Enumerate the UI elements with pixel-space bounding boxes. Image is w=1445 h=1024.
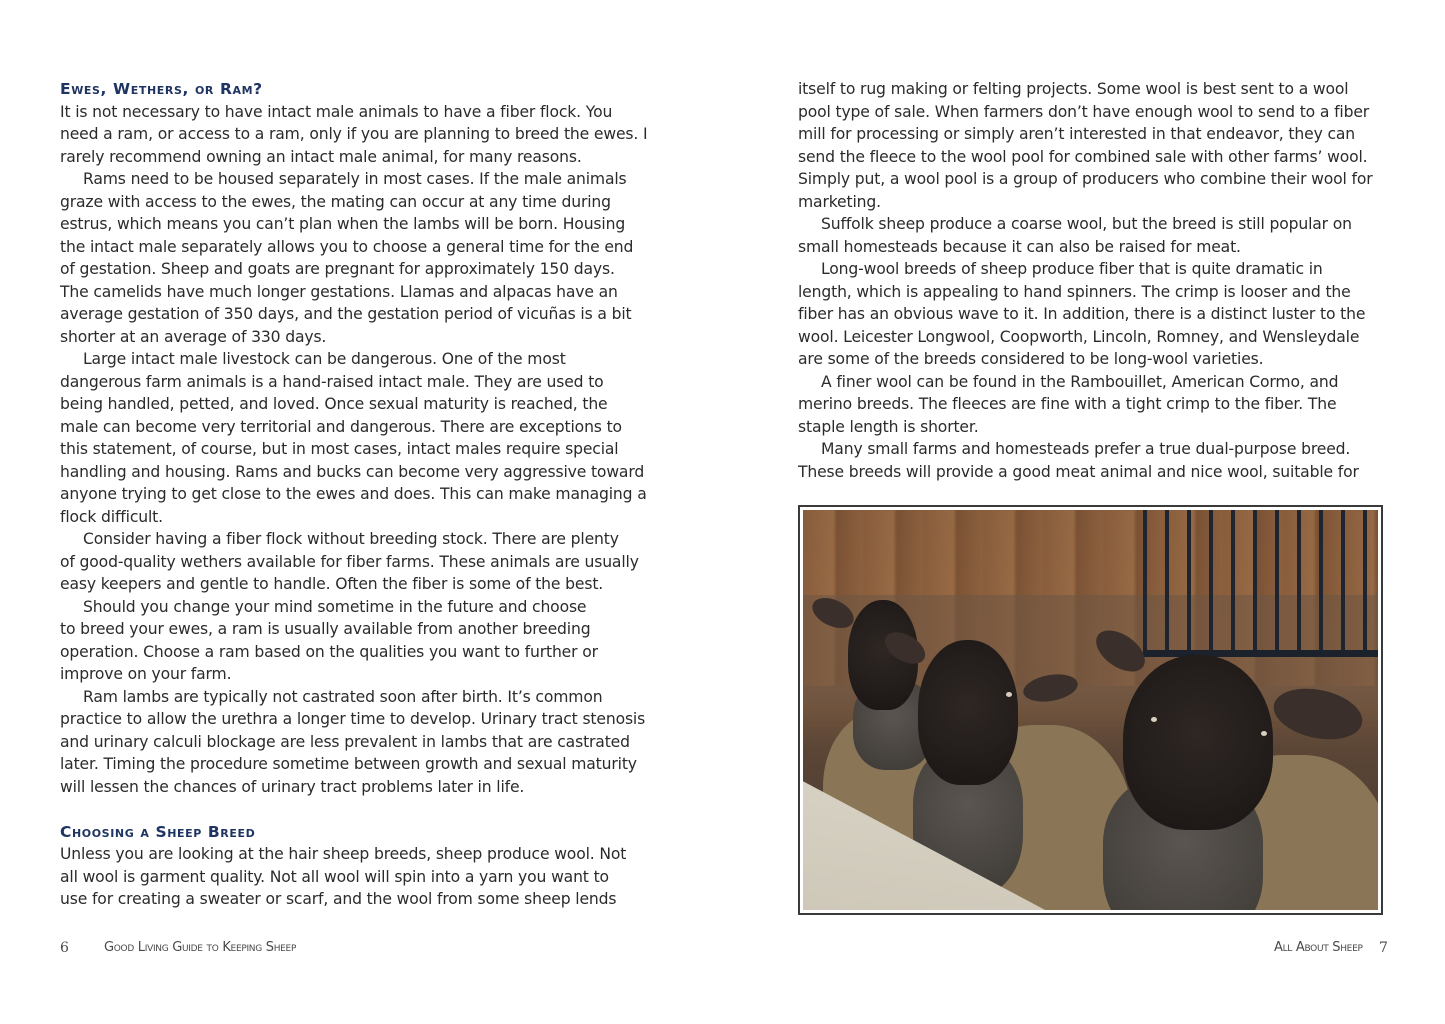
text-line: dangerous farm animals is a hand-raised intact male. They are used to: [60, 372, 604, 391]
stall-bars: [1143, 510, 1378, 657]
page-number-left: 6: [60, 940, 69, 956]
text-line: male can become very territorial and dangerous. There are exceptions to: [60, 417, 622, 436]
text-line: graze with access to the ewes, the mating can occur at any time during: [60, 192, 611, 211]
text-line: Ram lambs are typically not castrated soon after birth. It’s common: [83, 687, 603, 706]
text-line: Should you change your mind sometime in the future and choose: [83, 597, 587, 616]
text-line: handling and housing. Rams and bucks can become very aggressive toward: [60, 462, 645, 481]
text-line: Simply put, a wool pool is a group of producers who combine their wool for: [798, 170, 1373, 188]
running-head-left: Good Living Guide to Keeping Sheep: [104, 940, 297, 955]
text-line: estrus, which means you can’t plan when the lambs will be born. Housing: [60, 215, 626, 233]
text-line: later. Timing the procedure sometime between growth and sexual maturity: [60, 755, 637, 773]
text-line: send the fleece to the wool pool for combined sale with other farms’ wool.: [798, 147, 1368, 166]
text-line: A finer wool can be found in the Rambouillet, American Cormo, and: [821, 372, 1339, 391]
text-line: Long-wool breeds of sheep produce fiber that is quite dramatic in: [821, 260, 1323, 278]
text-line: shorter at an average of 330 days.: [60, 327, 327, 346]
text-line: will lessen the chances of urinary tract problems later in life.: [60, 777, 525, 796]
section-spacer: [60, 798, 660, 821]
text-line: staple length is shorter.: [798, 417, 979, 436]
text-line: flock difficult.: [60, 507, 163, 526]
text-line: The camelids have much longer gestations. Llamas and alpacas have an: [60, 282, 618, 301]
text-line: use for creating a sweater or scarf, and the wool from some sheep lends: [60, 890, 617, 908]
section-heading: Ewes, Wethers, or Ram?: [60, 80, 263, 98]
text-line: Suffolk sheep produce a coarse wool, but the breed is still popular on: [821, 215, 1352, 233]
text-line: Unless you are looking at the hair sheep breeds, sheep produce wool. Not: [60, 845, 627, 863]
text-line: practice to allow the urethra a longer time to develop. Urinary tract stenosis: [60, 710, 646, 728]
text-line: fiber has an obvious wave to it. In addition, there is a distinct luster to the: [798, 305, 1366, 323]
text-line: itself to rug making or felting projects. Some wool is best sent to a wool: [798, 80, 1349, 98]
text-line: are some of the breeds considered to be long-wool varieties.: [798, 350, 1264, 368]
sheep-photo: [803, 510, 1378, 910]
text-line: Many small farms and homesteads prefer a true dual-purpose breed.: [821, 440, 1351, 458]
text-line: all wool is garment quality. Not all wool will spin into a yarn you want to: [60, 867, 609, 886]
section-heading: Choosing a Sheep Breed: [60, 822, 256, 841]
text-line: Large intact male livestock can be dangerous. One of the most: [83, 350, 566, 368]
text-line: being handled, petted, and loved. Once sexual maturity is reached, the: [60, 395, 608, 413]
text-line: These breeds will provide a good meat animal and nice wool, suitable for: [798, 462, 1359, 481]
text-line: of good-quality wethers available for fiber farms. These animals are usually: [60, 552, 639, 571]
text-line: marketing.: [798, 192, 881, 211]
text-line: rarely recommend owning an intact male animal, for many reasons.: [60, 147, 582, 166]
text-line: improve on your farm.: [60, 665, 232, 683]
right-page: [722, 0, 1445, 1024]
text-line: length, which is appealing to hand spinners. The crimp is looser and the: [798, 282, 1351, 301]
text-line: and urinary calculi blockage are less prevalent in lambs that are castrated: [60, 732, 630, 751]
text-line: need a ram, or access to a ram, only if you are planning to breed the ewes. I: [60, 125, 648, 143]
text-line: wool. Leicester Longwool, Coopworth, Lincoln, Romney, and Wensleydale: [798, 327, 1360, 346]
sheep-photo-frame: [798, 505, 1383, 915]
left-text-column: [60, 78, 660, 911]
text-line: merino breeds. The fleeces are fine with a tight crimp to the fiber. The: [798, 395, 1337, 413]
text-line: the intact male separately allows you to choose a general time for the end: [60, 237, 634, 256]
text-line: Consider having a fiber flock without breeding stock. There are plenty: [83, 530, 619, 548]
text-line: operation. Choose a ram based on the qualities you want to further or: [60, 642, 598, 661]
text-line: small homesteads because it can also be raised for meat.: [798, 237, 1241, 256]
text-line: of gestation. Sheep and goats are pregnant for approximately 150 days.: [60, 260, 615, 278]
right-text-column: [798, 78, 1398, 483]
text-line: this statement, of course, but in most cases, intact males require special: [60, 440, 619, 458]
running-head-right: All About Sheep: [1274, 940, 1363, 955]
text-line: to breed your ewes, a ram is usually available from another breeding: [60, 620, 591, 638]
page-number-right: 7: [1379, 940, 1388, 956]
text-line: average gestation of 350 days, and the gestation period of vicuñas is a bit: [60, 305, 632, 323]
text-line: anyone trying to get close to the ewes and does. This can make managing a: [60, 485, 647, 503]
text-line: mill for processing or simply aren’t interested in that endeavor, they can: [798, 125, 1356, 143]
text-line: easy keepers and gentle to handle. Often the fiber is some of the best.: [60, 575, 604, 593]
left-page: [0, 0, 722, 1024]
text-line: pool type of sale. When farmers don’t have enough wool to send to a fiber: [798, 102, 1370, 121]
text-line: It is not necessary to have intact male animals to have a fiber flock. You: [60, 102, 613, 121]
text-line: Rams need to be housed separately in most cases. If the male animals: [83, 170, 627, 188]
